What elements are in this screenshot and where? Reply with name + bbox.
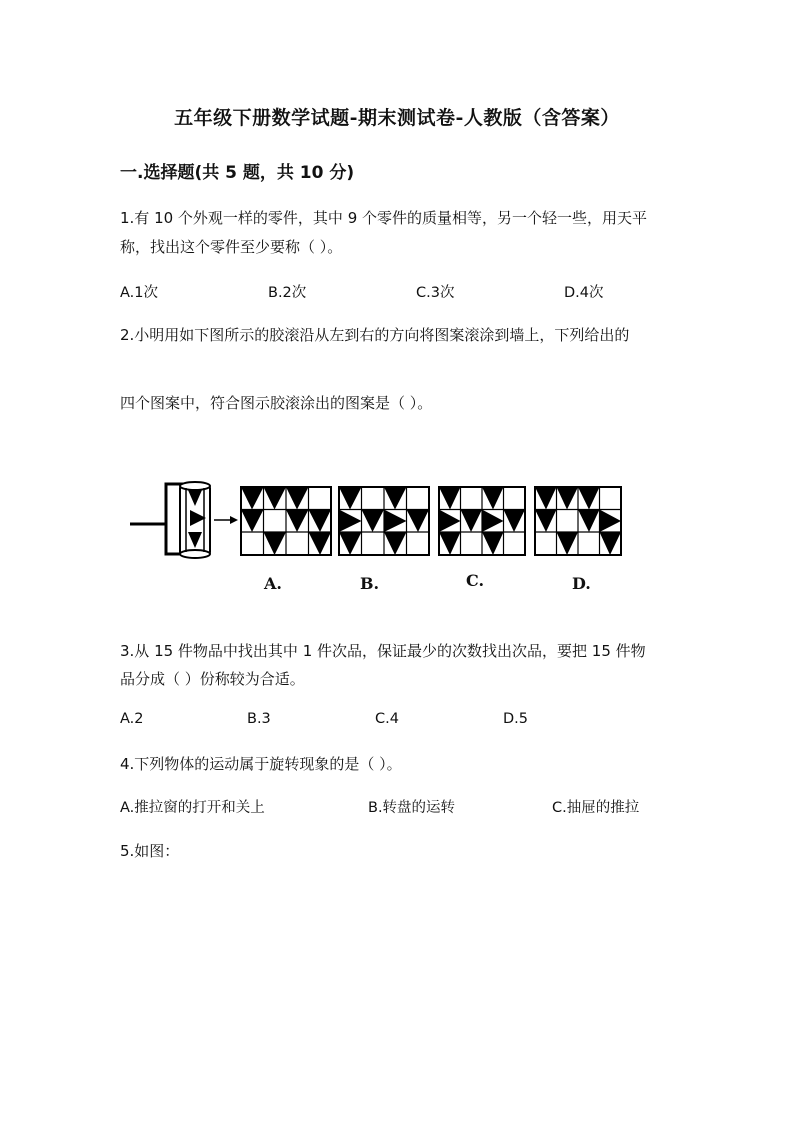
- question-4-line-1: 4.下列物体的运动属于旋转现象的是（ ）。: [120, 755, 402, 773]
- question-3-option-b[interactable]: B.3: [247, 711, 271, 727]
- section-heading: 一.选择题(共 5 题，共 10 分): [120, 163, 355, 183]
- question-1-option-a[interactable]: A.1次: [120, 285, 158, 301]
- question-4-option-b[interactable]: B.转盘的运转: [368, 800, 456, 816]
- pattern-c-label: C.: [466, 571, 485, 590]
- question-3-option-d[interactable]: D.5: [503, 711, 528, 727]
- pattern-b-label: B.: [360, 574, 380, 593]
- pattern-d[interactable]: [534, 486, 622, 556]
- question-3-line-1: 3.从 15 件物品中找出其中 1 件次品，保证最少的次数找出次品，要把 15 件物: [120, 642, 646, 660]
- question-3-option-c[interactable]: C.4: [375, 711, 399, 727]
- question-5-line-1: 5.如图：: [120, 842, 180, 860]
- question-3-option-a[interactable]: A.2: [120, 711, 144, 727]
- question-1-option-d[interactable]: D.4次: [564, 285, 604, 301]
- arrow-head-icon: [230, 516, 238, 524]
- question-1-line-1: 1.有 10 个外观一样的零件，其中 9 个零件的质量相等，另一个轻一些，用天平: [120, 209, 648, 227]
- pattern-d-label: D.: [572, 574, 591, 593]
- pattern-b[interactable]: [338, 486, 430, 556]
- question-1-line-2: 称，找出这个零件至少要称（ ）。: [120, 238, 343, 256]
- question-4-option-a[interactable]: A.推拉窗的打开和关上: [120, 800, 265, 816]
- pattern-a-label: A.: [264, 574, 282, 593]
- question-2-line-2: 四个图案中，符合图示胶滚涂出的图案是（ ）。: [120, 394, 433, 412]
- question-1-option-b[interactable]: B.2次: [268, 285, 307, 301]
- question-4-option-c[interactable]: C.抽屉的推拉: [552, 800, 640, 816]
- question-3-line-2: 品分成（ ）份称较为合适。: [120, 670, 305, 688]
- question-1-option-c[interactable]: C.3次: [416, 285, 455, 301]
- roller-icon: [180, 482, 210, 558]
- question-2-line-1: 2.小明用如下图所示的胶滚沿从左到右的方向将图案滚涂到墙上，下列给出的: [120, 326, 630, 344]
- pattern-a[interactable]: [240, 486, 332, 556]
- pattern-c[interactable]: [438, 486, 526, 556]
- page-title: 五年级下册数学试题-期末测试卷-人教版（含答案）: [174, 107, 620, 129]
